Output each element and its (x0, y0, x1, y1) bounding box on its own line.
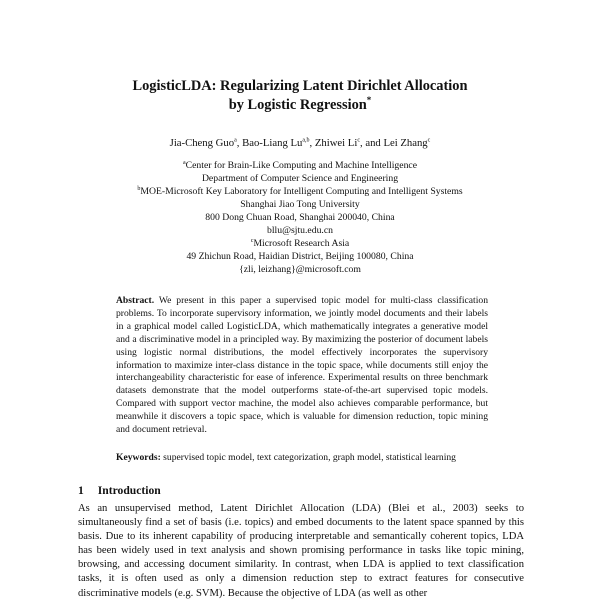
title-line-2-text: by Logistic Regression (228, 97, 367, 113)
author-list (60, 136, 540, 150)
affil-b-line-2: Shanghai Jiao Tong University (240, 199, 360, 210)
affil-b-email: bllu@sjtu.edu.cn (267, 225, 333, 236)
author-affil-mark: c (427, 137, 431, 144)
intro-paragraph: As an unsupervised method, Latent Dirichlet Allocation (LDA) (Blei et al., 2003) seeks to simultaneously find a set of basis (i.e. topics) and embed documents to the latent space spanned by this basis. Due to its inherent capability of producing interpretable and semantically coherent topics, LDA has been widely used in text analysis and shown promising performance in tasks like topic mining, browsing, and accessing document similarity. In contrast, when LDA is applied to text classification tasks, it is often used as only a dimension reduction step to extract features for consecutive discriminative models (e.g. SVM). Because the objective of LDA (as well as other (78, 503, 524, 599)
abstract (116, 295, 488, 437)
affil-mark-b: b (137, 185, 141, 192)
abstract-label: Abstract. (116, 295, 155, 306)
title-line-1: LogisticLDA: Regularizing Latent Dirichlet Allocation (132, 78, 468, 94)
affil-c-line-1: Microsoft Research Asia (253, 238, 350, 249)
affil-a-line-2: Department of Computer Science and Engineering (201, 173, 399, 184)
section-title: Introduction (97, 484, 161, 497)
author-separator: , (236, 137, 243, 149)
author-affil-mark: a,b (302, 137, 310, 144)
title-footnote-mark: * (366, 95, 372, 106)
paper-title (60, 77, 540, 115)
author-affil-mark: c (357, 137, 360, 144)
section-number: 1 (78, 484, 84, 497)
affil-a-line-1: Center for Brain-Like Computing and Machine Intelligence (185, 160, 418, 171)
author-separator: , (309, 137, 315, 149)
author-name: Lei Zhang (383, 137, 428, 149)
keywords-text: supervised topic model, text categorization, graph model, statistical learning (163, 452, 456, 463)
affiliation-line (60, 185, 540, 198)
section-heading (78, 484, 161, 498)
author-name: Zhiwei Li (314, 137, 358, 149)
title-line-2 (60, 96, 540, 115)
affil-mark-c: c (250, 237, 254, 244)
affiliation-line (60, 237, 540, 250)
affil-c-line-2: 49 Zhichun Road, Haidian District, Beijing 100080, China (186, 251, 414, 262)
affiliations (60, 159, 540, 276)
keywords (116, 451, 488, 464)
author-affil-mark: a (234, 137, 237, 144)
affil-c-email: {zli, leizhang}@microsoft.com (239, 264, 361, 275)
author-name: Jia-Cheng Guo (169, 137, 235, 149)
author-separator: , and (359, 137, 384, 149)
author-name: Bao-Liang Lu (242, 137, 303, 149)
affiliation-line (60, 159, 540, 172)
affil-mark-a: a (182, 159, 186, 166)
keywords-label: Keywords: (116, 452, 161, 463)
affil-b-line-1: MOE-Microsoft Key Laboratory for Intelligent Computing and Intelligent Systems (140, 186, 463, 197)
abstract-text: We present in this paper a supervised topic model for multi-class classification problems. To incorporate supervisory information, we jointly model documents and their labels in a graphical model called LogisticLDA, which mathematically integrates a generative model and a discriminative model in a principled way. By maximizing the posterior of document labels using logistic normal distributions, the model effectively incorporates the supervisory information to maximize inter-class distance in the topic space, while documents still enjoy the interchangeability characteristic for ease of inference. Experimental results on three benchmark datasets demonstrate that the model outperforms state-of-the-art supervised topic models. Compared with support vector machine, the model also achieves comparable performance, but meanwhile it discovers a topic space, which is valuable for dimension reduction, topic mining and document retrieval. (116, 295, 488, 436)
affil-b-line-3: 800 Dong Chuan Road, Shanghai 200040, China (205, 212, 395, 223)
